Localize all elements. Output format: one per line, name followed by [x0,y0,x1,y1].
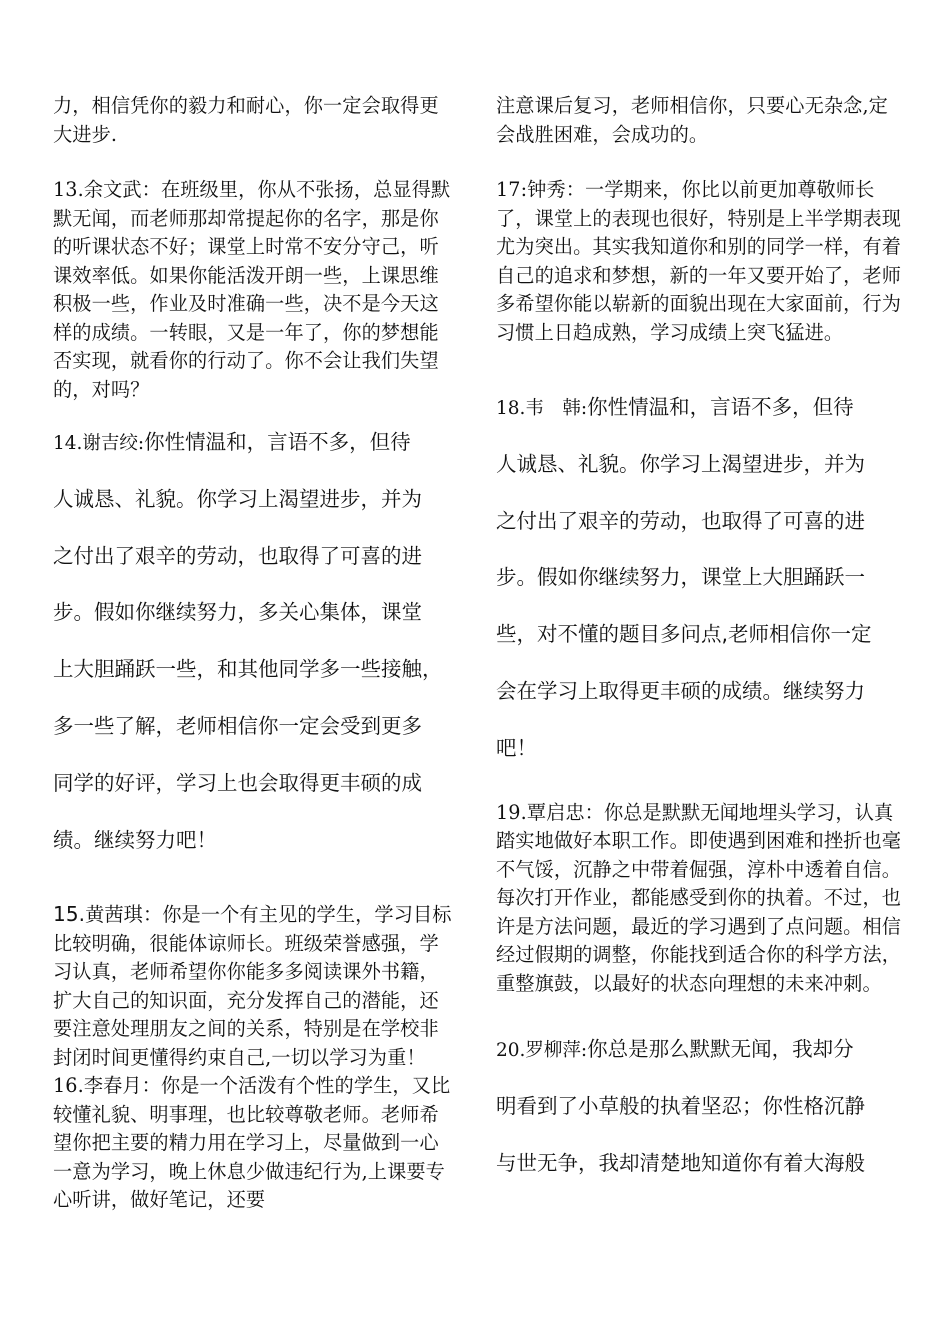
comment-14-line: 多一些了解，老师相信你一定会受到更多 [53,713,422,738]
comment-18-line: 你性情温和，言语不多，但待 [587,395,854,419]
left-column [53,92,458,1215]
comment-16: 16.李春月：你是一个活泼有个性的学生，又比较懂礼貌、明事理，也比较尊敬老师。老师希望你把主要的精力用在学习上，尽量做到一心一意为学习，晚上休息少做违纪行为,上课要专心听讲，做好笔记，还要 [53,1074,451,1212]
comment-15-text: 黄茜琪：你是一个有主见的学生，学习目标比较明确，很能体谅师长。班级荣誉感强，学习认真，老师希望你你能多多阅读课外书籍，扩大自己的知识面，充分发挥自己的潜能，还要注意处理朋友之间的关系，特别是在学校非封闭时间更懂得约束自己,一切以学习为重！ [53,903,452,1069]
comment-18-line: 步。假如你继续努力，课堂上大胆踊跃一 [496,565,865,590]
comment-14-line: 绩。继续努力吧！ [53,827,217,852]
comment-20-label: 20.罗柳萍: [496,1040,588,1062]
comment-12-tail: 力，相信凭你的毅力和耐心，你一定会取得更大进步. [53,94,439,146]
comment-13: 13.余文武：在班级里，你从不张扬，总显得默默无闻，而老师那却常提起你的名字，那是你的听课状态不好；课堂上时常不安分守己，听课效率低。如果你能活泼开朗一些，上课思维积极一些，作业及时准确一些，决不是今天这样的成绩。一转眼，又是一年了，你的梦想能否实现，就看你的行动了。你不会让我们失望的，对吗？ [53,178,451,401]
comment-14-line: 你性情温和，言语不多，但待 [144,430,411,454]
comment-17: 17:钟秀：一学期来，你比以前更加尊敬师长了，课堂上的表现也很好，特别是上半学期表现尤为突出。其实我知道你和别的同学一样，有着自己的追求和梦想，新的一年又要开始了，老师多希望你能以崭新的面貌出现在大家面前，行为习惯上日趋成熟，学习成绩上突飞猛进。 [496,178,902,344]
comment-18-line: 吧！ [496,735,537,760]
comment-14-line: 之付出了艰辛的劳动，也取得了可喜的进 [53,543,422,568]
comment-18-line: 会在学习上取得更丰硕的成绩。继续努力 [496,678,865,703]
comment-18-line: 人诚恳、礼貌。你学习上渴望进步，并为 [496,451,865,476]
comment-20-line: 明看到了小草般的执着坚忍；你性格沉静 [496,1093,865,1118]
comment-15 [53,900,458,1072]
comment-14-line: 人诚恳、礼貌。你学习上渴望进步，并为 [53,486,422,511]
comment-18-label: 18.韦 韩: [496,398,588,419]
comment-18-line: 之付出了艰辛的劳动，也取得了可喜的进 [496,508,865,533]
comment-18 [496,393,906,791]
comment-19: 19.覃启忠：你总是默默无闻地埋头学习，认真踏实地做好本职工作。即使遇到困难和挫折也毫不气馁，沉静之中带着倔强，淳朴中透着自信。每次打开作业，都能感受到你的执着。不过，也许是方法问题，最近的学习遇到了点问题。相信经过假期的调整，你能找到适合你的科学方法，重整旗鼓，以最好的状态向理想的未来冲刺。 [496,800,902,995]
comment-18-line: 些，对不懂的题目多问点,老师相信你一定 [496,622,872,647]
comment-16-tail: 注意课后复习，老师相信你，只要心无杂念,定会战胜困难，会成功的。 [496,94,888,146]
right-column [496,92,906,1205]
comment-14-line: 步。假如你继续努力，多关心集体，课堂 [53,600,422,625]
comment-20-line: 你总是那么默默无闻，我却分 [587,1037,854,1062]
comment-20 [496,1035,906,1205]
comment-14-line: 同学的好评，学习上也会取得更丰硕的成 [53,770,422,795]
comment-15-number: 15. [53,902,86,927]
comment-14-line: 上大胆踊跃一些，和其他同学多一些接触， [53,657,443,682]
comment-20-line: 与世无争，我却清楚地知道你有着大海般 [496,1150,865,1175]
comment-14-label: 14.谢吉绞: [53,433,145,454]
comment-14 [53,428,458,882]
